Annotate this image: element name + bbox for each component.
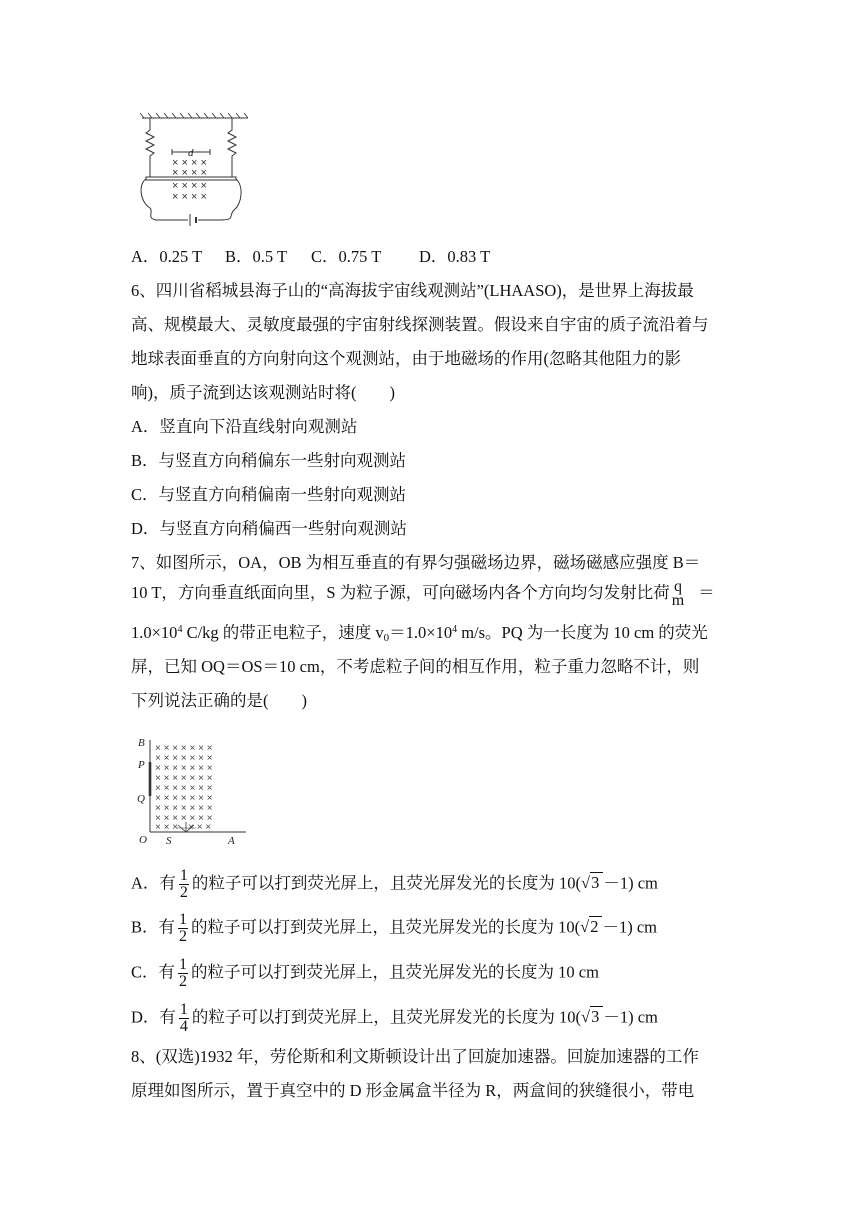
q5-option-a[interactable]: A．0.25 T [131,247,203,266]
svg-text:× × × × × × ×: × × × × × × × [155,803,213,814]
svg-text:× × × × × × ×: × × × × × × × [155,753,213,764]
svg-text:× × × ×: × × × × [172,180,207,192]
q6-option-a[interactable]: A．竖直向下沿直线射向观测站 [131,417,358,436]
q7-line-4: 屏，已知 OQ＝OS＝10 cm，不考虑粒子间的相互作用，粒子重力忽略不计，则 [131,657,700,676]
q7-option-c[interactable]: C．有 $\frac{1}{2}$ 的粒子可以打到荧光屏上，且荧光屏发光的长度为 10 cm [131,956,599,990]
q7-option-d[interactable]: D．有 $\frac{1}{4}$ 的粒子可以打到荧光屏上，且荧光屏发光的长度为 10(√3 －1) cm [131,1001,658,1035]
svg-text:× × × × × × ×: × × × × × × × [155,783,213,794]
q7-option-a[interactable]: A．有 $\frac{1}{2}$ 的粒子可以打到荧光屏上，且荧光屏发光的长度为 10(√3 －1) cm [131,867,658,901]
q6-line-3: 地球表面垂直的方向射向这个观测站，由于地磁场的作用(忽略其他阻力的影 [131,349,681,368]
q8-line-1: 8、(双选)1932 年，劳伦斯和利文斯顿设计出了回旋加速器。回旋加速器的工作 [131,1047,699,1066]
svg-text:× × × × × × ×: × × × × × × × [155,793,213,804]
q7-line-5: 下列说法正确的是( ) [131,691,307,710]
svg-text:× × × × × × ×: × × × × × × × [155,773,213,784]
svg-text:Q: Q [137,793,145,805]
q7-line-1: 7、如图所示，OA，OB 为相互垂直的有界匀强磁场边界，磁场磁感应强度 B＝ [131,553,701,572]
q7-line-3: $1.0\times 10^4$ C/kg 的带正电粒子，速度 $v_0=1.0\times 10^4$ m/s。PQ 为一长度为 10 cm 的荧光 [131,623,708,644]
q6-line-4: 响)，质子流到达该观测站时将( ) [131,383,395,402]
q6-option-c[interactable]: C．与竖直方向稍偏南一些射向观测站 [131,485,407,504]
svg-text:A: A [228,835,235,847]
figure-spring-rod [136,112,256,232]
svg-text:× × × × × × ×: × × × × × × × [155,743,213,754]
svg-text:P: P [138,759,145,771]
figure-magnetic-boundary [136,732,256,848]
q8-line-2: 原理如图所示，置于真空中的 D 形金属盒半径为 R，两盒间的狭缝很小，带电 [131,1081,695,1100]
q7-line-2: 10 T，方向垂直纸面向里，S 为粒子源，可向磁场内各个方向均匀发射比荷 q m ＝ [131,578,715,609]
q5-option-b[interactable]: B．0.5 T [225,247,288,266]
q5-options [131,246,490,268]
svg-text:× × × ×: × × × × [172,191,207,203]
svg-text:O: O [139,834,147,846]
svg-text:× × × × × × ×: × × × × × × × [155,813,213,824]
svg-text:B: B [138,737,145,749]
svg-text:S: S [166,835,172,847]
svg-text:× × × ×: × × × × [172,157,207,169]
svg-text:× × × ×: × × × × [172,167,207,179]
ratio-q-over-m: q m [671,578,685,609]
q6-option-b[interactable]: B．与竖直方向稍偏东一些射向观测站 [131,451,407,470]
svg-text:× × × × × × ×: × × × × × × × [155,763,213,774]
q6-option-d[interactable]: D．与竖直方向稍偏西一些射向观测站 [131,519,407,538]
q5-option-c[interactable]: C．0.75 T [311,247,382,266]
svg-text:d: d [188,147,194,159]
q7-option-b[interactable]: B．有 $\frac{1}{2}$ 的粒子可以打到荧光屏上，且荧光屏发光的长度为 10(√2 －1) cm [131,911,657,945]
q6-line-1: 6、四川省稻城县海子山的“高海拔宇宙线观测站”(LHAASO)，是世界上海拔最 [131,281,694,300]
svg-text:× × × × × ×: × × × × × × [155,822,212,833]
q5-option-d[interactable]: D．0.83 T [419,247,491,266]
q6-line-2: 高、规模最大、灵敏度最强的宇宙射线探测装置。假设来自宇宙的质子流沿着与 [131,315,709,334]
